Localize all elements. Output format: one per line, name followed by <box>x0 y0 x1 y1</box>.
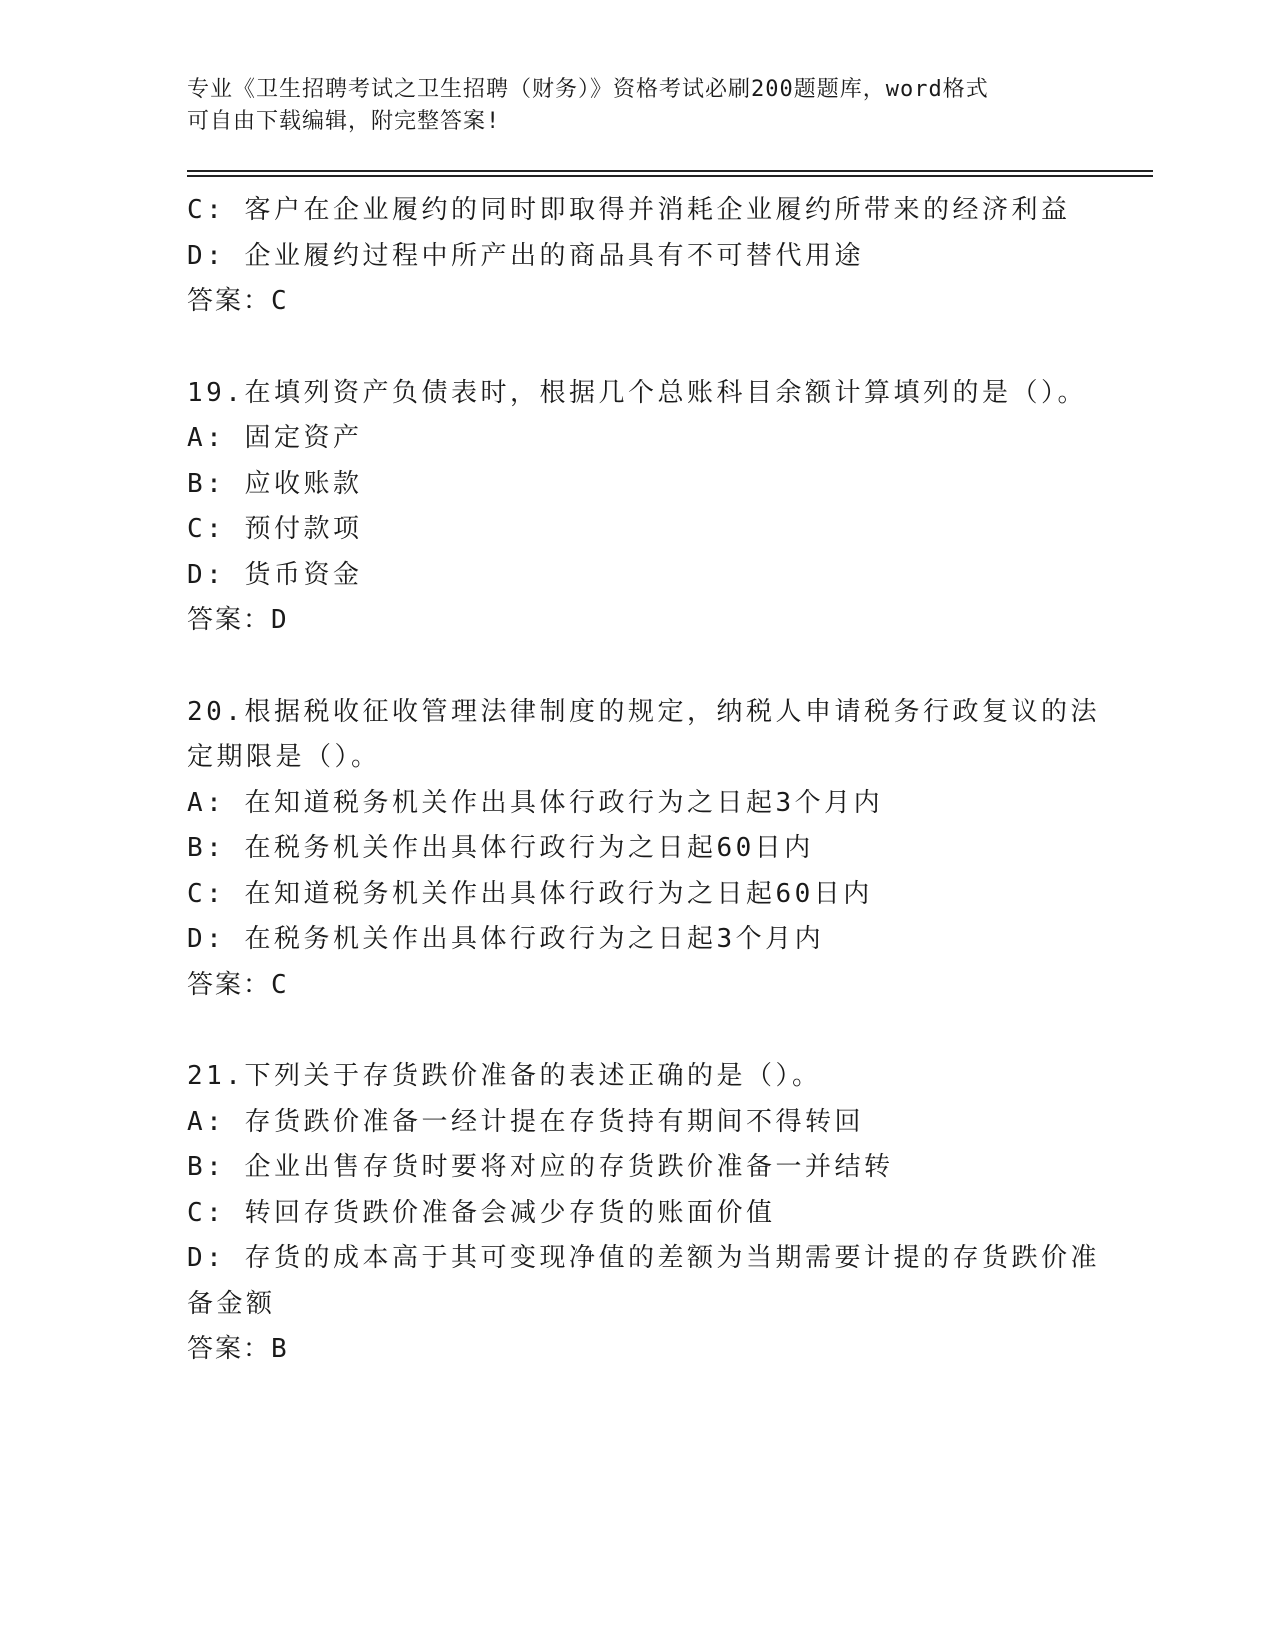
question-stem: 21.下列关于存货跌价准备的表述正确的是（）。 <box>187 1061 822 1091</box>
question-stem-line1: 20.根据税收征收管理法律制度的规定，纳税人申请税务行政复议的法 <box>187 696 1100 727</box>
question-20 <box>187 690 1100 1009</box>
question-stem: 19.在填列资产负债表时，根据几个总账科目余额计算填列的是（）。 <box>187 377 1087 408</box>
question-list <box>187 188 1100 1373</box>
question-stem-line2: 定期限是（）。 <box>187 742 381 772</box>
option-b: B: 在税务机关作出具体行政行为之日起60日内 <box>187 833 814 863</box>
option-b: B: 应收账款 <box>187 468 363 499</box>
answer-label: 答案：C <box>187 969 289 1000</box>
option-c: C: 预付款项 <box>187 514 363 544</box>
option-d: D: 企业履约过程中所产出的商品具有不可替代用途 <box>187 240 864 271</box>
option-d-line1: D: 存货的成本高于其可变现净值的差额为当期需要计提的存货跌价准 <box>187 1243 1100 1273</box>
option-a: A: 固定资产 <box>187 423 363 453</box>
question-21 <box>187 1054 1100 1373</box>
header-divider-top <box>187 170 1153 172</box>
option-d-line2: 备金额 <box>187 1288 276 1319</box>
answer-label: 答案：D <box>187 605 289 635</box>
option-a: A: 在知道税务机关作出具体行政行为之日起3个月内 <box>187 787 884 818</box>
option-d: D: 在税务机关作出具体行政行为之日起3个月内 <box>187 924 825 954</box>
spacer <box>187 644 1087 690</box>
header-divider-bottom <box>187 175 1153 177</box>
option-c: C: 在知道税务机关作出具体行政行为之日起60日内 <box>187 878 873 909</box>
option-d: D: 货币资金 <box>187 559 363 590</box>
option-a: A: 存货跌价准备一经计提在存货持有期间不得转回 <box>187 1106 864 1137</box>
spacer <box>187 325 1087 371</box>
answer-label: 答案：B <box>187 1334 289 1364</box>
header-title-line2: 可自由下载编辑，附完整答案! <box>187 109 501 134</box>
question-18-continued <box>187 188 1087 325</box>
header-title-line1: 专业《卫生招聘考试之卫生招聘（财务）》资格考试必刷200题题库，word格式 <box>187 77 989 102</box>
option-c: C: 转回存货跌价准备会减少存货的账面价值 <box>187 1197 776 1228</box>
spacer <box>187 1008 1087 1054</box>
question-19 <box>187 371 1087 644</box>
document-header <box>187 74 1067 138</box>
option-b: B: 企业出售存货时要将对应的存货跌价准备一并结转 <box>187 1152 894 1182</box>
answer-label: 答案：C <box>187 286 289 316</box>
option-c: C: 客户在企业履约的同时即取得并消耗企业履约所带来的经济利益 <box>187 195 1071 225</box>
